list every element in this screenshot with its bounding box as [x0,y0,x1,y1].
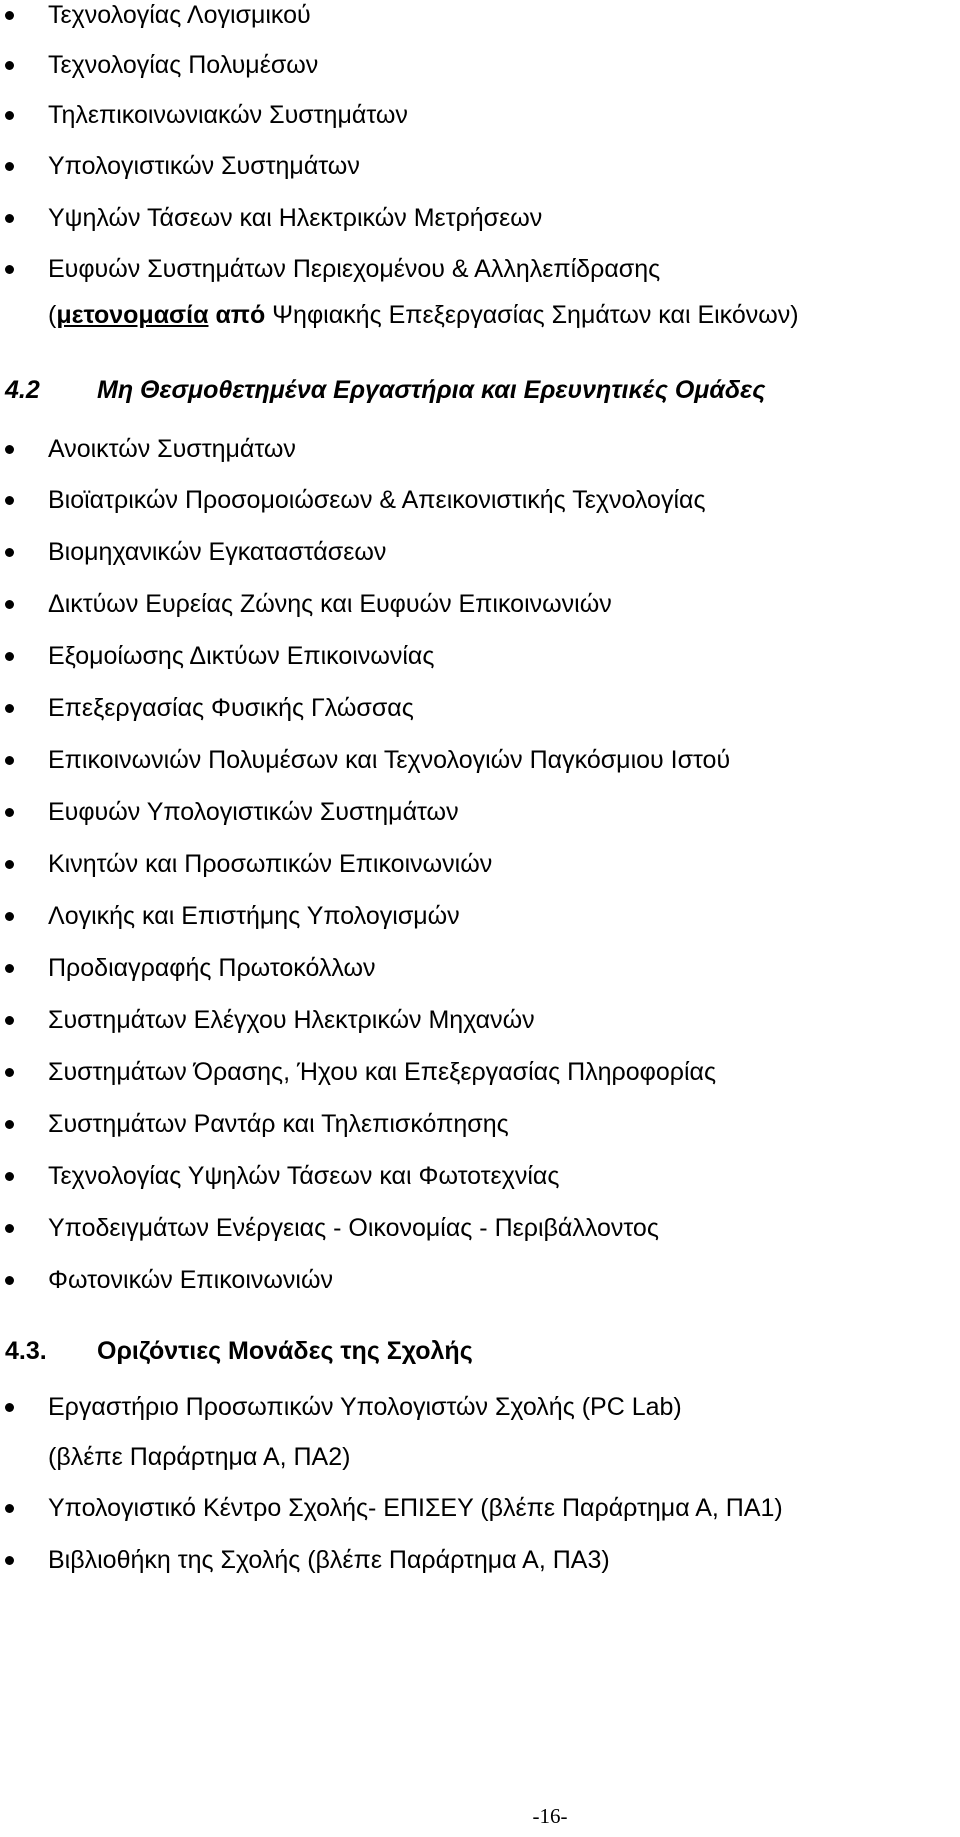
list-item-text: Τεχνολογίας Πολυμέσων [48,51,319,79]
list-item [0,485,706,515]
bullet-icon [5,214,14,223]
list-item [0,50,318,80]
bullet-icon [5,912,14,921]
section-title: Μη Θεσμοθετημένα Εργαστήρια και Ερευνητικές Ομάδες [97,376,766,404]
bullet-icon [5,600,14,609]
rename-note [0,300,799,330]
bullet-icon [5,265,14,274]
list-item-text: Εξομοίωσης Δικτύων Επικοινωνίας [48,642,435,670]
list-item-text: Υψηλών Τάσεων και Ηλεκτρικών Μετρήσεων [48,204,543,232]
list-item [0,1213,659,1243]
list-item [0,797,459,827]
list-item-text: Υπολογιστικό Κέντρο Σχολής- ΕΠΙΣΕΥ (βλέπε Παράρτημα Α, ΠΑ1) [48,1494,783,1522]
page-number: -16- [532,1804,568,1828]
list-item-text: Δικτύων Ευρείας Ζώνης και Ευφυών Επικοινωνιών [48,590,612,618]
list-item [0,901,460,931]
list-item [0,641,434,671]
list-item-text: Συστημάτων Ραντάρ και Τηλεπισκόπησης [48,1110,509,1138]
list-item [0,745,730,775]
list-item [0,1265,333,1295]
bullet-icon [5,1120,14,1129]
list-item [0,1161,559,1191]
list-item-text: Συστημάτων Ελέγχου Ηλεκτρικών Μηχανών [48,1006,535,1034]
list-item-text: Φωτονικών Επικοινωνιών [48,1266,333,1294]
list-item [0,1392,682,1422]
bullet-icon [5,1276,14,1285]
list-item-text: Λογικής και Επιστήμης Υπολογισμών [48,902,460,930]
list-item [0,693,414,723]
section-title: Οριζόντιες Μονάδες της Σχολής [97,1337,473,1365]
list-item-text: Βιοϊατρικών Προσομοιώσεων & Απεικονιστικής Τεχνολογίας [48,486,706,514]
bullet-icon [5,808,14,817]
bullet-icon [5,1172,14,1181]
list-item-continuation-text: (βλέπε Παράρτημα Α, ΠΑ2) [48,1443,351,1471]
list-item [0,1109,509,1139]
list-item [0,100,408,130]
rename-rest: Ψηφιακής Επεξεργασίας Σημάτων και Εικόνων) [272,301,799,329]
list-item [0,1005,535,1035]
list-item [0,1493,783,1523]
bullet-icon [5,1016,14,1025]
list-item-continuation [0,1442,350,1472]
list-item [0,0,311,30]
bullet-icon [5,704,14,713]
list-item-text: Ευφυών Υπολογιστικών Συστημάτων [48,798,459,826]
list-item [0,203,542,233]
list-item-text: Επικοινωνιών Πολυμέσων και Τεχνολογιών Παγκόσμιου Ιστού [48,746,731,774]
section-number: 4.3. [5,1337,47,1365]
rename-word-2: από [215,301,266,329]
bullet-icon [5,548,14,557]
list-item [0,1057,716,1087]
list-item [0,1545,610,1575]
bullet-icon [5,496,14,505]
bullet-icon [5,11,14,20]
bullet-icon [5,1403,14,1412]
rename-word-1: μετονομασία [56,301,209,329]
list-item [0,589,612,619]
list-item-text: Υποδειγμάτων Ενέργειας - Οικονομίας - Περιβάλλοντος [48,1214,659,1242]
bullet-icon [5,111,14,120]
list-item-text: Τηλεπικοινωνιακών Συστημάτων [48,101,408,129]
list-item [0,254,660,284]
list-item-text: Ευφυών Συστημάτων Περιεχομένου & Αλληλεπίδρασης [48,255,661,283]
bullet-icon [5,1224,14,1233]
list-item-text: Επεξεργασίας Φυσικής Γλώσσας [48,694,414,722]
section-heading-4-2 [5,375,765,405]
list-item [0,849,492,879]
list-item-text: Βιβλιοθήκη της Σχολής (βλέπε Παράρτημα Α, ΠΑ3) [48,1546,610,1574]
section-number: 4.2 [5,376,40,404]
list-item-text: Ανοικτών Συστημάτων [48,435,296,463]
list-item-text: Τεχνολογίας Υψηλών Τάσεων και Φωτοτεχνίας [48,1162,560,1190]
bullet-icon [5,1068,14,1077]
list-item-text: Βιομηχανικών Εγκαταστάσεων [48,538,387,566]
list-item [0,953,376,983]
bullet-icon [5,162,14,171]
list-item [0,537,386,567]
section-heading-4-3 [5,1336,473,1366]
list-item-text: Υπολογιστικών Συστημάτων [48,152,360,180]
bullet-icon [5,964,14,973]
list-item-text: Κινητών και Προσωπικών Επικοινωνιών [48,850,493,878]
bullet-icon [5,445,14,454]
bullet-icon [5,1504,14,1513]
rename-open: ( [48,301,57,329]
bullet-icon [5,652,14,661]
list-item-text: Συστημάτων Όρασης, Ήχου και Επεξεργασίας Πληροφορίας [48,1058,717,1086]
list-item [0,151,360,181]
list-item-text: Εργαστήριο Προσωπικών Υπολογιστών Σχολής (PC Lab) [48,1393,682,1421]
bullet-icon [5,860,14,869]
bullet-icon [5,61,14,70]
bullet-icon [5,1556,14,1565]
list-item-text: Τεχνολογίας Λογισμικού [48,1,311,29]
list-item-text: Προδιαγραφής Πρωτοκόλλων [48,954,376,982]
list-item [0,434,296,464]
bullet-icon [5,756,14,765]
